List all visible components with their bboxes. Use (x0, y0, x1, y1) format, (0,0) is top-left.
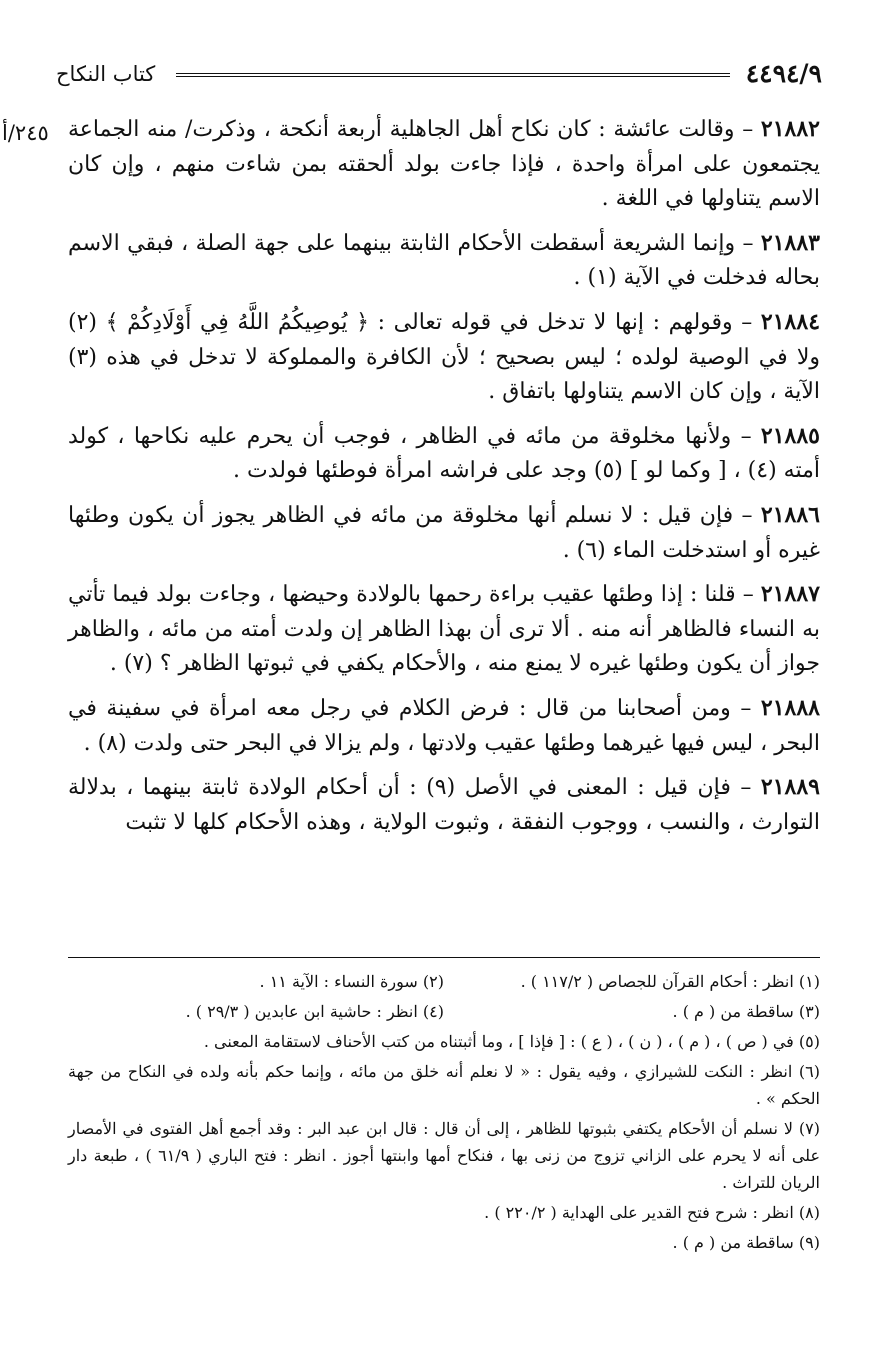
paragraph-number: ٢١٨٨٢ (760, 116, 820, 142)
paragraph-number: ٢١٨٨٩ (760, 774, 820, 801)
paragraph-number: ٢١٨٨٤ (760, 308, 821, 335)
paragraph-text: – فإن قيل : المعنى في الأصل (٩) : أن أحكام الولادة ثابتة بينهما ، بدلالة التوارث ، والنسب ، ووجوب النفقة ، وثبوت الولاية ، وهذه الأحكام كلها لا تثبت (68, 775, 820, 835)
paragraph (68, 577, 820, 682)
paragraph (68, 226, 820, 296)
paragraph-number: ٢١٨٨٣ (760, 229, 820, 256)
paragraph-text: – وقالت عائشة : كان نكاح أهل الجاهلية أربعة أنكحة ، وذكرت/ منه الجماعة يجتمعون على امرأة واحدة ، فإذا جاءت بولد ألحقته بمن شاءت منهم ، وإن كان الاسم يتناولها في اللغة . (68, 117, 820, 212)
paragraph-text: – وقولهم : إنها لا تدخل في قوله تعالى : ﴿ يُوصِيكُمُ اللَّهُ فِي أَوْلَادِكُمْ ﴾ (٢) ولا في الوصية لولده ؛ ليس بصحيح ؛ لأن الكافرة والمملوكة لا تدخل في هذه (٣) الآية ، وإن كان الاسم يتناولها باتفاق . (68, 309, 820, 405)
footnote-7: (٧) لا نسلم أن الأحكام يكتفي بثبوتها للظاهر ، إلى أن قال : قال ابن عبد البر : وقد أجمع أهل الفتوى في الأمصار على أنه لا يحرم على الزاني تزوج من زنى بها ، فنكاح أمها وابنتها أجوز . انظر : فتح الباري ( ٦١/٩ ) ، طبعة دار الريان للتراث . (68, 1119, 821, 1192)
footnote-4: (٤) انظر : حاشية ابن عابدين ( ٢٩/٣ ) . (185, 1002, 444, 1021)
running-header (56, 58, 822, 90)
paragraph-number: ٢١٨٨٨ (760, 694, 820, 721)
footnote-3: (٣) ساقطة من ( م ) . (672, 1002, 820, 1021)
footnote-row (68, 998, 820, 1025)
paragraph-number: ٢١٨٨٧ (760, 581, 820, 608)
main-text (68, 112, 820, 849)
footnote-row (68, 968, 820, 995)
footnote-9: (٩) ساقطة من ( م ) . (672, 1233, 820, 1252)
paragraph (68, 305, 820, 410)
footnote-5: (٥) في ( ص ) ، ( م ) ، ( ن ) ، ( ع ) : [ فإذا ] ، وما أثبتناه من كتب الأحناف لاستقامة المعنى . (203, 1032, 820, 1051)
paragraph-text: – ومن أصحابنا من قال : فرض الكلام في رجل معه امرأة في سفينة في البحر ، ليس فيها غيرهما وطئها عقيب ولادتها ، ولم يزالا في البحر حتى ولدت (٨) . (68, 695, 820, 756)
footnote-6: (٦) انظر : النكت للشيرازي ، وفيه يقول : « لا نعلم أنه خلق من مائه ، وإنما حكم بأنه ولده في النكاح من جهة الحكم » . (68, 1062, 820, 1108)
paragraph (68, 770, 820, 840)
paragraph (68, 112, 820, 217)
paragraph (68, 498, 820, 568)
footnote-1: (١) انظر : أحكام القرآن للجصاص ( ١١٧/٢ ) . (520, 972, 820, 991)
footnote-8: (٨) انظر : شرح فتح القدير على الهداية ( ٢٢٠/٢ ) . (484, 1203, 820, 1222)
paragraph-number: ٢١٨٨٥ (760, 422, 820, 449)
paragraph-number: ٢١٨٨٦ (760, 501, 820, 528)
page-number: ٤٤٩٤/٩ (745, 59, 822, 88)
footnote-separator (68, 957, 820, 958)
paragraph (68, 419, 820, 489)
footnote-2: (٢) سورة النساء : الآية ١١ . (259, 972, 444, 991)
margin-folio-note: ٢٤٥/أ (2, 121, 49, 145)
paragraph-text: – ولأنها مخلوقة من مائه في الظاهر ، فوجب أن يحرم عليه نكاحها ، كولد أمته (٤) ، [ وكما لو ] (٥) وجد على فراشه امرأة فوطئها فولدت . (68, 423, 820, 484)
paragraph-text: – وإنما الشريعة أسقطت الأحكام الثابتة بينهما على جهة الصلة ، فبقي الاسم بحاله فدخلت في الآية (١) . (68, 230, 820, 291)
book-title: كتاب النكاح (56, 62, 156, 86)
paragraph (68, 691, 820, 761)
footnotes (68, 968, 820, 1259)
paragraph-text: – قلنا : إذا وطئها عقيب براءة رحمها بالولادة وحيضها ، وجاءت بولد فيما تأتي به النساء فالظاهر أنه منه . ألا ترى أن بهذا الظاهر إن ولدت أمته من مائه ، والظاهر جواز أن يكون وطئها غيره لا يمنع منه ، والأحكام يكفي في ثبوتها الظاهر ؟ (٧) . (68, 582, 820, 677)
header-rule (176, 73, 730, 77)
paragraph-text: – فإن قيل : لا نسلم أنها مخلوقة من مائه في الظاهر يجوز أن يكون وطئها غيره أو استدخلت الماء (٦) . (68, 502, 820, 563)
